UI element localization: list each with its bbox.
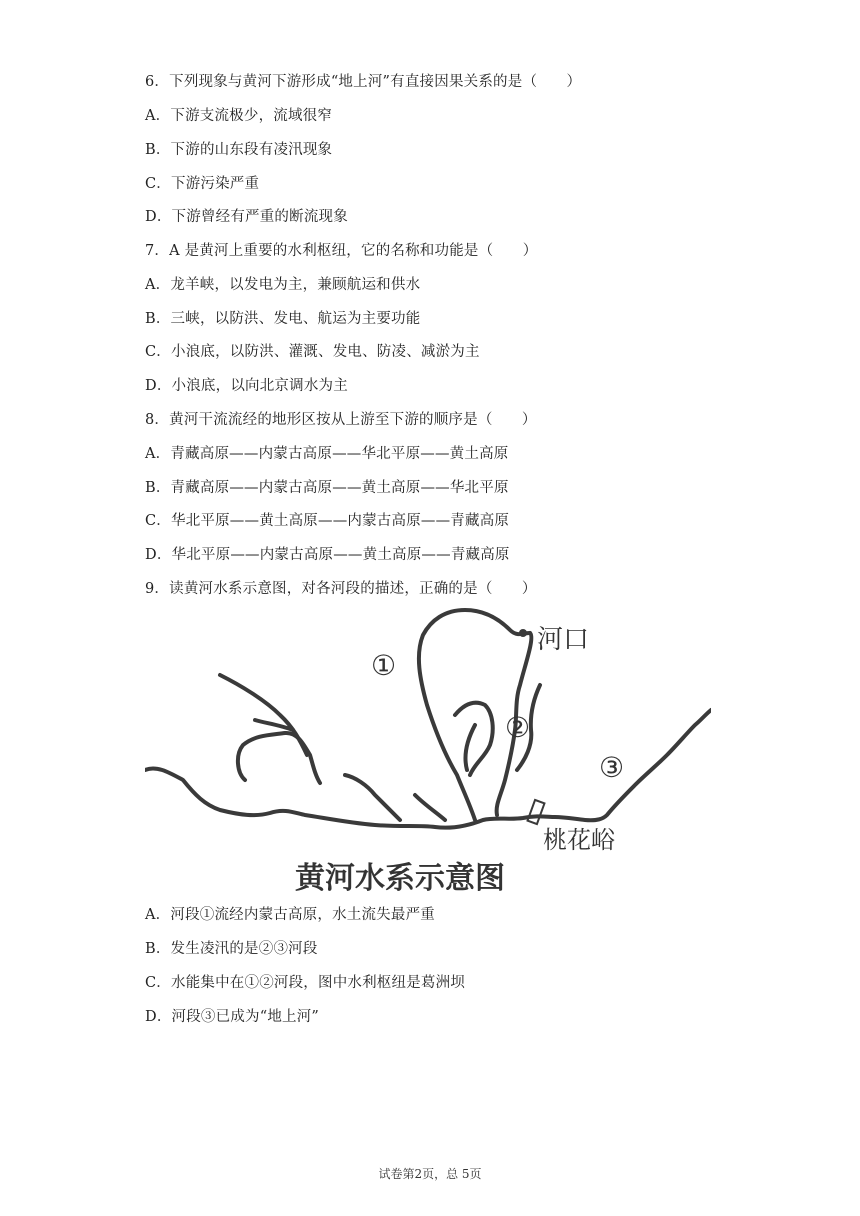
map-title: 黄河水系示意图 [295, 861, 505, 896]
label-taohuayu: 桃花峪 [543, 826, 615, 854]
question-6-option-c: C．下游污染严重 [145, 176, 260, 192]
question-7-option-a: A．龙羊峡，以发电为主，兼顾航运和供水 [145, 277, 421, 293]
question-8-option-a: A．青藏高原——内蒙古高原——华北平原——黄土高原 [145, 446, 509, 462]
river-mouth-marker [519, 629, 527, 637]
question-8-option-b: B．青藏高原——内蒙古高原——黄土高原——华北平原 [145, 480, 509, 496]
tributary-2 [455, 703, 493, 775]
label-seg3: ③ [599, 751, 625, 784]
question-8-stem: 8．黄河干流流经的地形区按从上游至下游的顺序是（ ） [145, 412, 537, 428]
question-9-option-c: C．水能集中在①②河段，图中水利枢纽是葛洲坝 [145, 975, 465, 991]
label-seg1: ① [371, 649, 397, 682]
question-8-option-d: D．华北平原——内蒙古高原——黄土高原——青藏高原 [145, 547, 510, 563]
dam-marker [528, 800, 545, 824]
main-river [145, 710, 711, 828]
upper-loop [238, 733, 320, 783]
upper-branch [220, 675, 307, 755]
yellow-river-system-map [145, 605, 711, 898]
question-6-option-a: A．下游支流极少，流域很窄 [145, 108, 333, 124]
question-9-option-a: A．河段①流经内蒙古高原，水土流失最严重 [145, 907, 435, 923]
question-7-option-c: C．小浪底，以防洪、灌溉、发电、防凌、减淤为主 [145, 344, 480, 360]
question-8-option-c: C．华北平原——黄土高原——内蒙古高原——青藏高原 [145, 513, 510, 529]
question-9-option-d: D．河段③已成为“地上河” [145, 1009, 320, 1025]
page-footer: 试卷第2页，总 5页 [378, 1167, 482, 1181]
question-6-stem: 6．下列现象与黄河下游形成“地上河”有直接因果关系的是（ ） [145, 74, 582, 90]
question-9-stem: 9．读黄河水系示意图，对各河段的描述，正确的是（ ） [145, 581, 537, 597]
question-7-stem: 7．A 是黄河上重要的水利枢纽，它的名称和功能是（ ） [145, 243, 538, 259]
question-6-option-b: B．下游的山东段有凌汛现象 [145, 142, 333, 158]
question-6-option-d: D．下游曾经有严重的断流现象 [145, 209, 348, 225]
question-7-option-b: B．三峡，以防洪、发电、航运为主要功能 [145, 311, 421, 327]
question-7-option-d: D．小浪底，以向北京调水为主 [145, 378, 348, 394]
label-seg2: ② [505, 711, 531, 744]
label-hekou: 河口 [537, 625, 590, 655]
question-9-option-b: B．发生凌汛的是②③河段 [145, 941, 318, 957]
